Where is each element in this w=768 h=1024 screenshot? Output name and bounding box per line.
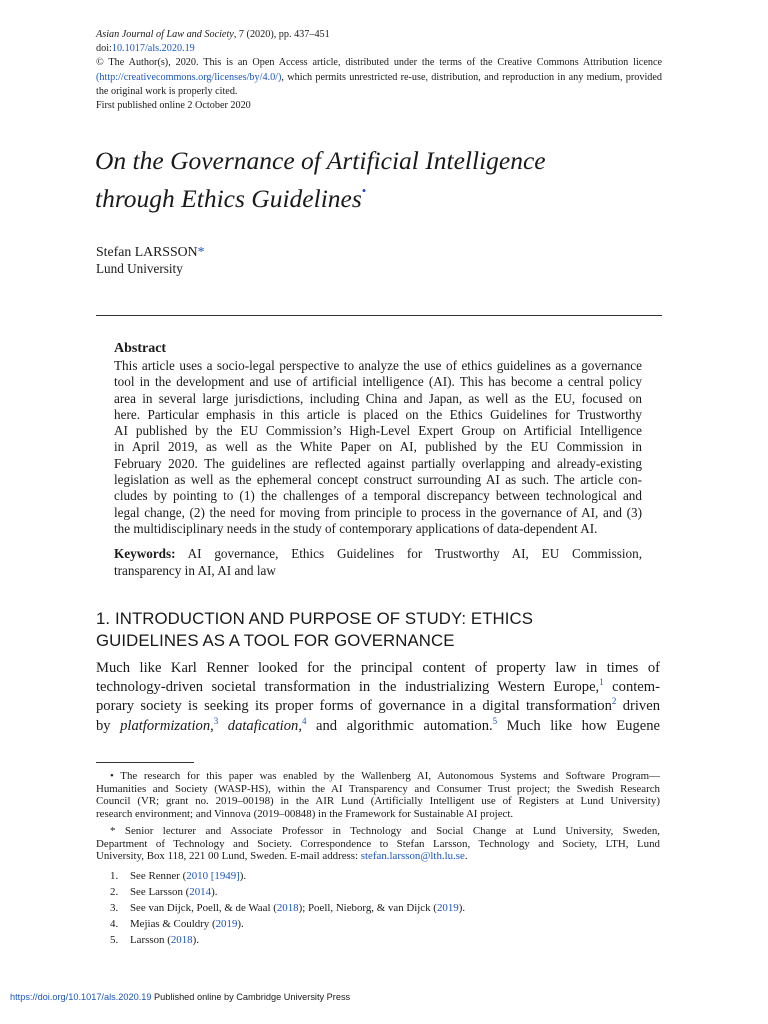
abstract-line: This article uses a socio-legal perspective to analyze the use of ethics guidelines as a governance [114,358,642,373]
footnote-1 [110,870,246,883]
title-footnote-marker[interactable]: • [361,183,367,198]
abstract-line: tool in the development and use of artificial intelligence (AI). This has become a central policy [114,374,642,390]
journal-name: Asian Journal of Law and Society [96,29,234,40]
license-link[interactable]: (http://creativecommons.org/licenses/by/4.0/) [96,71,282,83]
footnote-ref-3[interactable]: 3 [213,715,219,726]
abstract-line: cludes by pointing to (1) the challenges of a temporal discrepancy between technological and [114,488,642,504]
footnote-line: Council (VR; grant no. 2019–00198) in the AIR Lund (Artificially Intelligent use of Registers at Lund University) [96,795,660,808]
citation-link[interactable]: 2019 [215,918,238,930]
abstract-line: legal change, (2) the need for moving from principle to process in the governance of AI, and (3) [114,504,642,520]
journal-header [96,28,662,113]
author-footnote-marker[interactable]: * [197,244,205,259]
footer-text: Published online by Cambridge University Press [151,992,351,1002]
abstract-line: February 2020. The guidelines are reflected against partially overlapping and already-existing [114,455,642,471]
body-text: technology-driven societal transformation in the industrializing Western Europe, [96,679,600,696]
title-line-2: through Ethics Guidelines [95,184,362,213]
footnote-line: University, Box 118, 221 00 Lund, Sweden. E-mail address: [96,850,361,863]
footnote-text: Mejias & Couldry ( [130,918,216,930]
keywords-label: Keywords: [114,546,176,561]
italic-term: datafication [218,717,299,734]
citation-link[interactable]: 2019 [436,902,459,914]
abstract-heading: Abstract [114,341,167,356]
abstract-text [114,358,642,537]
body-text: porary society is seeking its proper forms of governance in a digital transformation [96,698,612,715]
section-heading-line-1: 1. INTRODUCTION AND PURPOSE OF STUDY: ETHICS [96,609,534,628]
abstract-line: legislation as well as the ephemeral concept construct surrounding AI as such. The article con- [114,472,642,488]
doi-link[interactable]: 10.1017/als.2020.19 [111,43,195,55]
author-name: Stefan LARSSON [96,244,198,259]
footnote-text: ). [192,934,199,946]
abstract-line: AI published by the EU Commission’s High-Level Expert Group on Artificial Intelligence [114,423,642,439]
abstract-line: area in several large jurisdictions, including China and Japan, as well as the EU, focused on [114,390,642,406]
citation-link[interactable]: 2018 [170,934,193,946]
section-heading-line-2: GUIDELINES AS A TOOL FOR GOVERNANCE [96,631,455,650]
citation-link[interactable]: 2010 [1949] [186,870,240,882]
footnote-line: • The research for this paper was enabled by the Wallenberg AI, Autonomous Systems and Software Program— [110,770,660,782]
footnote-number: 4. [110,918,119,930]
footnote-number: 1. [110,870,119,882]
section-heading [96,608,533,652]
abstract-line: here. Particular emphasis in this article is placed on the Ethics Guidelines for Trustworthy [114,406,642,422]
citation-link[interactable]: 2018 [276,902,299,914]
footnote-4 [110,918,244,931]
keywords-line-1: AI governance, Ethics Guidelines for Trustworthy AI, EU Commission, [187,546,642,561]
footnote-text: ). [211,886,218,898]
author-affiliation: Lund University [96,261,183,276]
footnote-text: See Larsson ( [130,886,190,898]
footnote-divider [96,762,194,763]
footnote-text: ). [458,902,466,914]
body-text: , [210,717,214,734]
footnote-3 [110,902,465,915]
footnote-line: * Senior lecturer and Associate Professor in Technology and Social Change at Lund University, Sweden, [110,824,660,837]
email-link[interactable]: stefan.larsson@lth.lu.se [360,850,465,863]
license-line-1: © The Author(s), 2020. This is an Open Access article, distributed under the terms of the Creative Commons Attribution licence [96,57,662,69]
keywords [114,545,642,579]
footnote-text: ). [237,918,244,930]
footnote-number: 5. [110,934,119,946]
author-line [96,244,204,260]
citation-link[interactable]: 2014 [189,886,212,898]
footnote-line: Humanities and Society (WASP-HS), within the AI Transparency and Consumer Trust project; the Swedish Research [96,782,660,795]
doi-prefix: doi: [96,43,112,55]
footnote-2 [110,886,217,899]
footnote-text: ); Poell, Nieborg, & van Dijck ( [298,902,437,914]
footnote-line: Department of Technology and Society. Correspondence to Stefan Larsson, Technology and Society, LTH, Lund [96,837,660,850]
footnote-line: research environment; and Vinnova (2019–00848) in the Framework for Sustainable AI project. [96,807,514,820]
first-published: First published online 2 October 2020 [96,100,251,112]
footnote-number: 2. [110,886,119,898]
footnote-number: 3. [110,902,119,914]
page-footer [10,992,350,1002]
body-text: driven [616,698,661,715]
title-line-1: On the Governance of Artificial Intelligence [95,146,546,175]
footnote-ref-1[interactable]: 1 [599,677,604,688]
footnote-text: . [464,850,468,863]
license-line-2: , which permits unrestricted re-use, distribution, and reproduction in any medium, provided [281,71,662,83]
body-text: contem- [603,679,661,696]
keywords-line-2: transparency in AI, AI and law [114,563,276,578]
footnote-text: Larsson ( [130,934,171,946]
footer-doi-link[interactable]: https://doi.org/10.1017/als.2020.19 [10,992,152,1002]
body-paragraph [96,659,660,736]
abstract-line: the multidisciplinary needs in the study of contemporary applications of data-dependent AI. [114,520,598,536]
journal-citation: , 7 (2020), pp. 437–451 [233,29,330,40]
footnotes [96,770,660,863]
footnote-text: See van Dijck, Poell, & de Waal ( [130,902,277,914]
italic-term: platformization [120,717,211,734]
abstract-line: in April 2019, as well as the White Paper on AI, published by the EU Commission in [114,439,642,455]
license-line-3: the original work is properly cited. [96,85,238,97]
footnote-5 [110,934,199,947]
footnote-ref-2[interactable]: 2 [611,696,617,707]
body-text: by [96,717,121,734]
footnote-ref-5[interactable]: 5 [492,715,498,726]
header-divider [96,315,662,316]
footnote-text: ). [239,870,247,882]
body-text: , [298,717,302,734]
article-title [95,146,546,214]
body-text: Much like how Eugene [497,717,660,734]
body-line: Much like Karl Renner looked for the principal content of property law in times of [96,660,660,676]
body-text: and algorithmic automation. [306,717,493,734]
footnote-ref-4[interactable]: 4 [301,715,307,726]
footnote-text: See Renner ( [130,870,187,882]
